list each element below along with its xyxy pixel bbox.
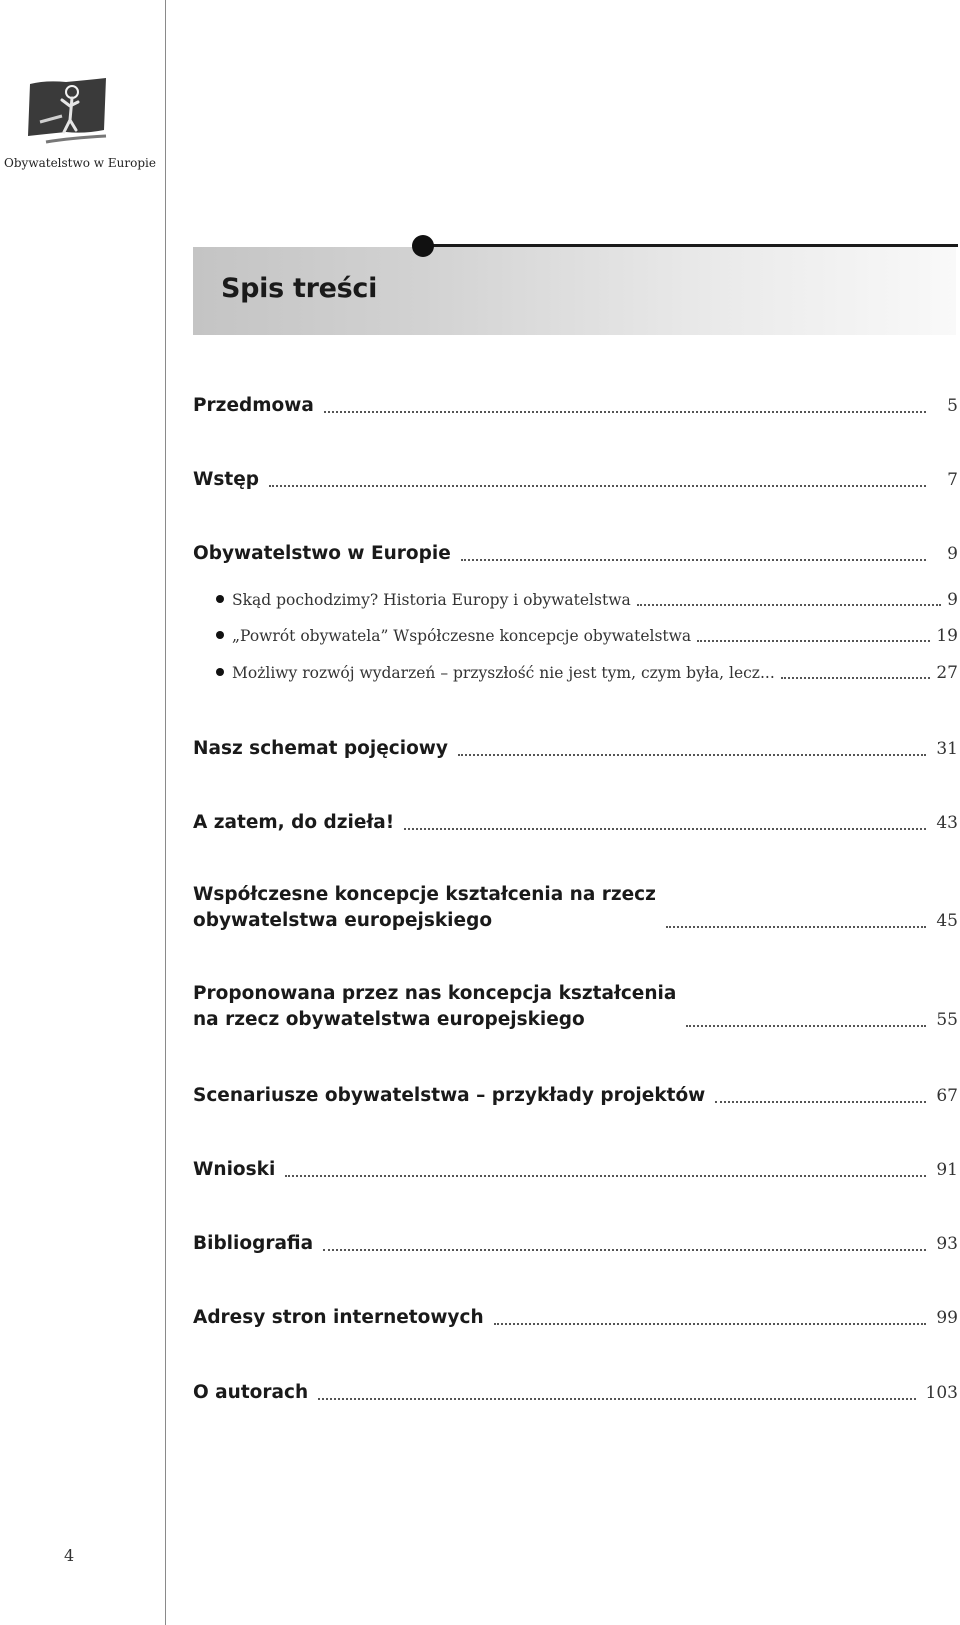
toc-entry-nasz-schemat[interactable] — [193, 736, 958, 762]
toc-subentry-page: 27 — [936, 663, 958, 683]
toc-entry-label: Bibliografia — [193, 1233, 314, 1254]
toc-entry-page: 7 — [947, 470, 958, 490]
toc-subentry-label: Możliwy rozwój wydarzeń – przyszłość nie jest tym, czym była, lecz... — [232, 664, 775, 682]
leader-dots — [324, 411, 926, 413]
toc-subentry-historia[interactable] — [216, 588, 958, 612]
toc-entry-bibliografia[interactable] — [193, 1231, 958, 1257]
page-number: 4 — [64, 1546, 75, 1565]
toc-subentry-label: „Powrót obywatela” Współczesne koncepcje obywatelstwa — [232, 627, 692, 645]
toc-entry-przedmowa[interactable] — [193, 393, 958, 419]
leader-dots — [637, 604, 941, 606]
toc-entry-page: 5 — [947, 396, 958, 416]
leader-dots — [458, 754, 926, 756]
toc-entry-page: 43 — [936, 813, 958, 833]
toc-entry-label-line: Współczesne koncepcje kształcenia na rzecz — [193, 884, 656, 905]
toc-entry-label — [193, 882, 656, 934]
leader-dots — [461, 559, 926, 561]
toc-entry-label: Wnioski — [193, 1159, 276, 1180]
margin-rule — [165, 0, 166, 1625]
toc-entry-label: Adresy stron internetowych — [193, 1307, 484, 1328]
toc-entry-adresy-stron[interactable] — [193, 1305, 958, 1331]
toc-entry-o-autorach[interactable] — [193, 1380, 958, 1406]
toc-entry-label: O autorach — [193, 1382, 309, 1403]
toc-entry-a-zatem[interactable] — [193, 810, 958, 836]
toc-entry-wspolczesne-koncepcje[interactable] — [193, 882, 958, 934]
toc-entry-label: Scenariusze obywatelstwa – przykłady projektów — [193, 1085, 706, 1106]
leader-dots — [404, 828, 926, 830]
toc-entry-label-line: na rzecz obywatelstwa europejskiego — [193, 1009, 585, 1030]
toc-entry-label: Przedmowa — [193, 395, 314, 416]
bullet-icon — [216, 631, 224, 639]
toc-entry-wnioski[interactable] — [193, 1157, 958, 1183]
toc-entry-label — [193, 981, 676, 1033]
toc-entry-page: 31 — [936, 739, 958, 759]
toc-entry-page: 55 — [936, 1010, 958, 1030]
leader-dots — [715, 1101, 926, 1103]
leader-dots — [666, 926, 926, 928]
leader-dots — [494, 1323, 926, 1325]
toc-entry-page: 45 — [936, 911, 958, 931]
toc-entry-label: A zatem, do dzieła! — [193, 812, 395, 833]
leader-dots — [318, 1398, 915, 1400]
toc-entry-label-line: obywatelstwa europejskiego — [193, 910, 493, 931]
toc-entry-page: 91 — [936, 1160, 958, 1180]
leader-dots — [686, 1025, 926, 1027]
toc-entry-wstep[interactable] — [193, 467, 958, 493]
bullet-icon — [216, 595, 224, 603]
toc-subentry-label: Skąd pochodzimy? Historia Europy i obywatelstwa — [232, 591, 631, 609]
toc-subentry-page: 9 — [947, 590, 958, 610]
logo-caption: Obywatelstwo w Europie — [4, 156, 156, 170]
toc-subentry-mozliwy-rozwoj[interactable] — [216, 661, 958, 685]
toc-entry-scenariusze[interactable] — [193, 1083, 958, 1109]
leader-dots — [781, 677, 931, 679]
toc-entry-label: Nasz schemat pojęciowy — [193, 738, 448, 759]
toc-entry-label: Wstęp — [193, 469, 260, 490]
toc-entry-page: 9 — [947, 544, 958, 564]
toc-entry-label: Obywatelstwo w Europie — [193, 543, 451, 564]
flag-figure-logo — [26, 78, 108, 146]
toc-entry-page: 67 — [936, 1086, 958, 1106]
toc-subentry-powrot-obywatela[interactable] — [216, 624, 958, 648]
toc-entry-page: 103 — [925, 1383, 958, 1403]
leader-dots — [269, 485, 926, 487]
toc-entry-label-line: Proponowana przez nas koncepcja kształcenia — [193, 983, 677, 1004]
leader-dots — [697, 640, 930, 642]
leader-dots — [285, 1175, 926, 1177]
bullet-icon — [216, 668, 224, 676]
header-dot — [412, 235, 434, 257]
toc-entry-page: 93 — [936, 1234, 958, 1254]
toc-entry-obywatelstwo-w-europie[interactable] — [193, 541, 958, 567]
header-rule — [422, 244, 958, 247]
toc-subentry-page: 19 — [936, 626, 958, 646]
leader-dots — [323, 1249, 926, 1251]
toc-entry-proponowana-koncepcja[interactable] — [193, 981, 958, 1033]
page-title: Spis treści — [221, 273, 378, 304]
toc-entry-page: 99 — [936, 1308, 958, 1328]
